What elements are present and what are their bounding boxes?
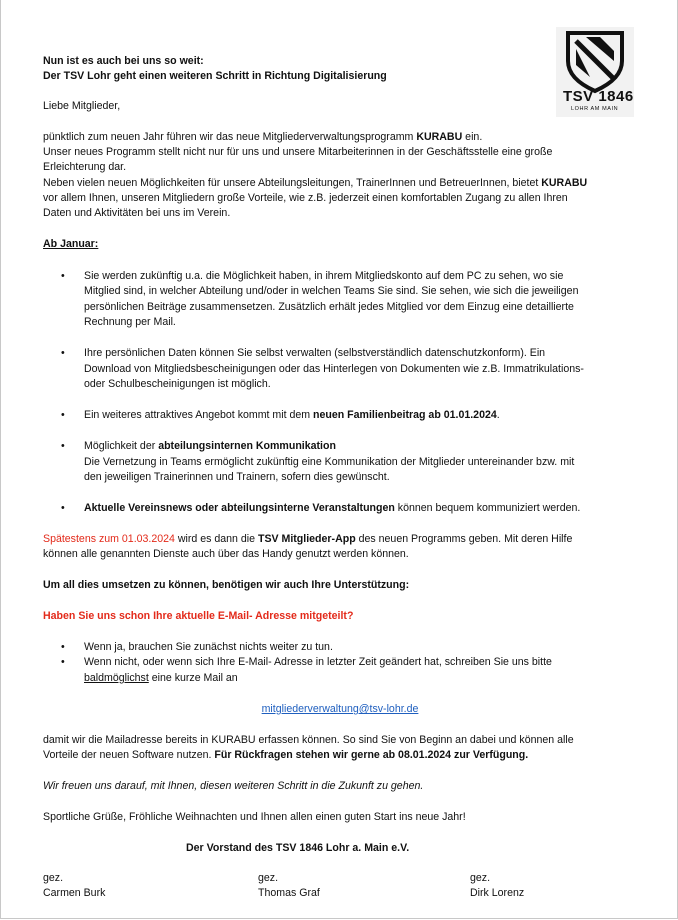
- signature-gez: gez.: [258, 872, 279, 884]
- greeting: Liebe Mitglieder,: [43, 100, 121, 112]
- email-question: Haben Sie uns schon Ihre aktuelle E-Mail- Adresse mitgeteilt?: [43, 610, 354, 622]
- app-line2: können alle genannten Dienste auch über das Handy genutzt werden können.: [43, 548, 409, 560]
- closing-line2: Vorteile der neuen Software nutzen. Für Rückfragen stehen wir gerne ab 08.01.2024 zur Verfügung.: [43, 749, 529, 761]
- logo-subtitle: LOHR AM MAIN: [571, 106, 619, 112]
- email-link-row: [1, 702, 678, 717]
- bullet-icon: •: [61, 409, 65, 421]
- support-no-line1: Wenn nicht, oder wenn sich Ihre E-Mail- Adresse in letzter Zeit geändert hat, schreiben Sie uns bitte: [84, 656, 552, 668]
- closing-line1: damit wir die Mailadresse bereits in KURABU erfassen können. So sind Sie von Beginn an dabei und können alle: [43, 734, 574, 746]
- signature-name: Thomas Graf: [258, 887, 320, 899]
- signature-gez: gez.: [470, 872, 491, 884]
- bullet1-line1: Sie werden zukünftig u.a. die Möglichkeit haben, in ihrem Mitgliedskonto auf dem PC zu sehen, wo sie: [84, 270, 564, 282]
- para1-line4: Neben vielen neuen Möglichkeiten für unsere Abteilungsleitungen, TrainerInnen und BetreuerInnen, bietet KURABU: [43, 177, 588, 189]
- board-signature: Der Vorstand des TSV 1846 Lohr a. Main e.V.: [186, 842, 410, 854]
- app-line1: Spätestens zum 01.03.2024 wird es dann die TSV Mitglieder-App des neuen Programms geben. Mit deren Hilfe: [43, 533, 573, 545]
- email-link[interactable]: mitgliederverwaltung@tsv-lohr.de: [261, 703, 419, 715]
- bullet-icon: •: [61, 440, 65, 452]
- intro-title-line1: Nun ist es auch bei uns so weit:: [43, 55, 204, 67]
- signature-gez: gez.: [43, 872, 64, 884]
- bullet4-line2: Die Vernetzung in Teams ermöglicht zukünftig eine Kommunikation der Mitglieder untereinander bzw. mit: [84, 456, 575, 468]
- closing-italic: Wir freuen uns darauf, mit Ihnen, diesen weiteren Schritt in die Zukunft zu gehen.: [43, 780, 424, 792]
- para1-line5: vor allem Ihnen, unseren Mitgliedern große Vorteile, wie z.B. jederzeit einen komfortablen Zugang zu allen Ihren: [43, 192, 568, 204]
- support-no-line2: baldmöglichst eine kurze Mail an: [84, 672, 238, 684]
- signature-block: [43, 871, 223, 901]
- bullet4-line3: den jeweiligen Trainerinnen und Trainern, sofern dies gewünscht.: [84, 471, 390, 483]
- bullet3-line1: Ein weiteres attraktives Angebot kommt mit dem neuen Familienbeitrag ab 01.01.2024.: [84, 409, 500, 421]
- bullet5-line1: Aktuelle Vereinsnews oder abteilungsinterne Veranstaltungen können bequem kommuniziert werden.: [84, 502, 581, 514]
- section-heading: Ab Januar:: [43, 238, 99, 250]
- signature-block: [258, 871, 438, 901]
- bullet2-line3: oder Schulbescheinigungen ist möglich.: [84, 378, 271, 390]
- bullet-icon: •: [61, 502, 65, 514]
- bullet1-line2: Mitglied sind, in welcher Abteilung und/oder in welchen Teams Sie sind. Sie sehen, wie sich die jeweiligen: [84, 285, 579, 297]
- bullet-icon: •: [61, 270, 65, 282]
- para1-line1: pünktlich zum neuen Jahr führen wir das neue Mitgliederverwaltungsprogramm KURABU ein.: [43, 131, 483, 143]
- bullet-icon: •: [61, 347, 65, 359]
- signature-name: Carmen Burk: [43, 887, 106, 899]
- support-heading: Um all dies umsetzen zu können, benötigen wir auch Ihre Unterstützung:: [43, 579, 410, 591]
- para1-line2: Unser neues Programm stellt nicht nur für uns und unsere Mitarbeiterinnen in der Geschäftsstelle eine große: [43, 146, 553, 158]
- para1-line6: Daten und Aktivitäten bei uns im Verein.: [43, 207, 231, 219]
- signature-block: [470, 871, 650, 901]
- logo-name: TSV 1846: [563, 88, 634, 105]
- bullet-icon: •: [61, 656, 65, 668]
- signature-name: Dirk Lorenz: [470, 887, 525, 899]
- bullet2-line1: Ihre persönlichen Daten können Sie selbst verwalten (selbstverständlich datenschutzkonform). Ein: [84, 347, 546, 359]
- bullet1-line4: Rechnung per Mail.: [84, 316, 176, 328]
- bullet-icon: •: [61, 641, 65, 653]
- closing-regards: Sportliche Grüße, Fröhliche Weihnachten und Ihnen allen einen guten Start ins neue Jahr!: [43, 811, 466, 823]
- bullet1-line3: persönlichen Beiträge zusammensetzen. Zusätzlich erhält jedes Mitglied vor dem Einzug eine detaillierte: [84, 301, 574, 313]
- support-yes-line: Wenn ja, brauchen Sie zunächst nichts weiter zu tun.: [84, 641, 333, 653]
- para1-line3: Erleichterung dar.: [43, 161, 127, 173]
- tsv-logo: [556, 27, 634, 117]
- bullet2-line2: Download von Mitgliedsbescheinigungen oder das Hinterlegen von Dokumenten wie z.B. Immatrikulations-: [84, 363, 584, 375]
- intro-title-line2: Der TSV Lohr geht einen weiteren Schritt in Richtung Digitalisierung: [43, 70, 387, 82]
- bullet4-line1: Möglichkeit der abteilungsinternen Kommunikation: [84, 440, 336, 452]
